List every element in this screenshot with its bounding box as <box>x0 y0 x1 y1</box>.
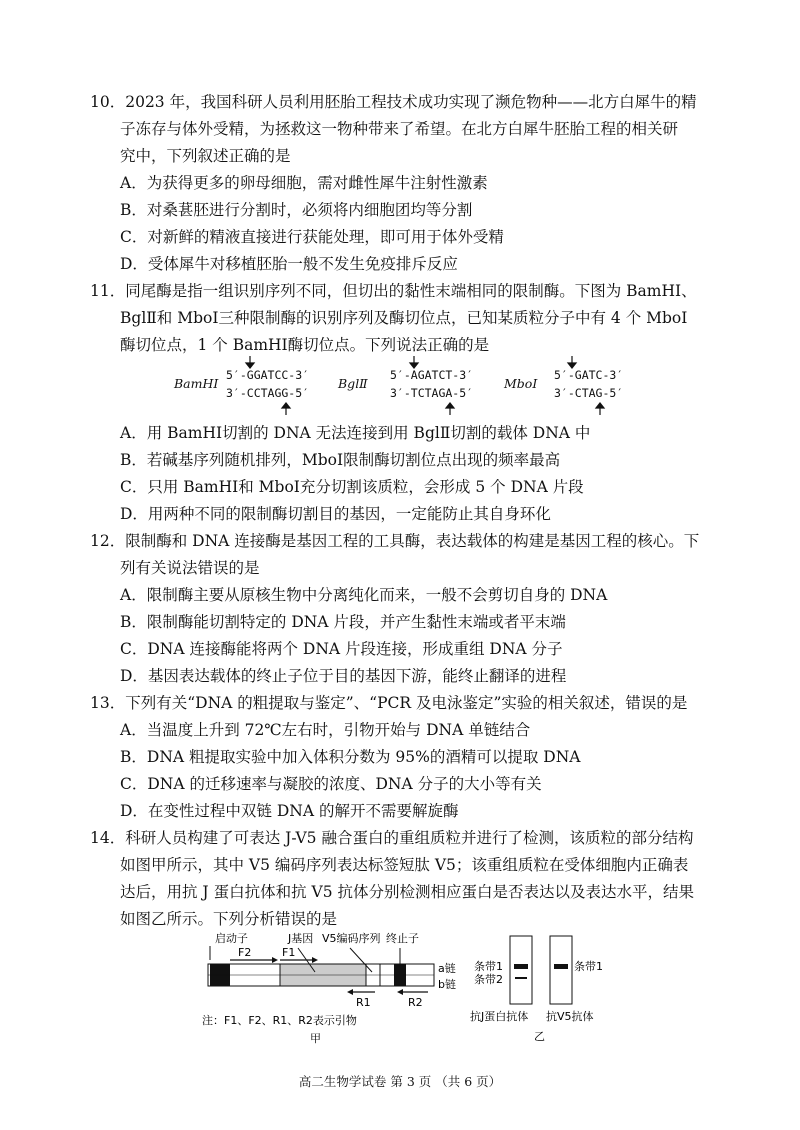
jgene-label: J基因 <box>288 932 314 945</box>
enzyme-bgl2-name: BglⅡ <box>338 376 368 391</box>
band1-label: 条带1 <box>474 960 503 973</box>
q12-option-a: A．限制酶主要从原核生物中分离纯化而来，一般不会剪切自身的 DNA <box>120 586 608 604</box>
lane-anti-j-label: 抗J蛋白抗体 <box>470 1010 529 1023</box>
band2-label: 条带2 <box>474 973 503 986</box>
q11-option-c: C．只用 BamHⅠ和 MboⅠ充分切割该质粒，会形成 5 个 DNA 片段 <box>120 478 584 496</box>
enzyme-bgl2-top: 5′-AGATCT-3′ <box>390 368 474 382</box>
lane-anti-j <box>510 936 532 1004</box>
q11-option-b: B．若碱基序列随机排列，MboⅠ限制酶切割位点出现的频率最高 <box>120 451 561 469</box>
q10-option-c: C．对新鲜的精液直接进行获能处理，即可用于体外受精 <box>120 228 504 246</box>
band1-right-label: 条带1 <box>574 960 603 973</box>
page-footer: 高二生物学试卷 第 3 页 （共 6 页） <box>298 1074 502 1089</box>
figure-yi-caption: 乙 <box>534 1030 545 1043</box>
band1-lane1 <box>514 964 528 969</box>
f1-label: F1 <box>282 946 296 959</box>
promoter-label: 启动子 <box>215 932 248 945</box>
q13-option-b: B．DNA 粗提取实验中加入体积分数为 95%的酒精可以提取 DNA <box>120 748 581 766</box>
q10-stem-line2: 子冻存与体外受精，为拯救这一物种带来了希望。在北方白犀牛胚胎工程的相关研 <box>120 120 679 138</box>
q10-option-a: A．为获得更多的卵母细胞，需对雌性犀牛注射性激素 <box>120 174 488 192</box>
q12-stem-line2: 列有关说法错误的是 <box>120 559 260 577</box>
band1-lane2 <box>554 964 568 969</box>
q11-stem-line1: 11．同尾酶是指一组识别序列不同，但切出的黏性末端相同的限制酶。下图为 BamHⅠ、 <box>90 282 697 300</box>
q10-option-b: B．对桑葚胚进行分割时，必须将内细胞团均等分割 <box>120 201 473 219</box>
q11-stem-line3: 酶切位点，1 个 BamHⅠ酶切位点。下列说法正确的是 <box>120 336 490 354</box>
q10-stem-line3: 究中，下列叙述正确的是 <box>120 147 291 165</box>
q14-stem-line3: 达后，用抗 J 蛋白抗体和抗 V5 抗体分别检测相应蛋白是否表达以及表达水平，结果 <box>120 883 694 901</box>
q12-stem-line1: 12．限制酶和 DNA 连接酶是基因工程的工具酶，表达载体的构建是基因工程的核心。下 <box>90 532 700 550</box>
q13-option-d: D．在变性过程中双链 DNA 的解开不需要解旋酶 <box>120 802 459 820</box>
b-chain-label: b链 <box>438 978 456 991</box>
figure-yi <box>470 926 620 1046</box>
figure-jia-caption: 甲 <box>310 1032 321 1045</box>
q13-option-a: A．当温度上升到 72℃左右时，引物开始与 DNA 单链结合 <box>120 721 531 739</box>
lane-anti-v5 <box>550 936 572 1004</box>
a-chain-label: a链 <box>438 962 456 975</box>
lane-anti-v5-label: 抗V5抗体 <box>546 1010 594 1023</box>
enzyme-bamh1-name: BamHⅠ <box>174 376 219 391</box>
q12-option-d: D．基因表达载体的终止子位于目的基因下游，能终止翻译的进程 <box>120 667 567 685</box>
figure-jia-note: 注：F1、F2、R1、R2表示引物 <box>202 1014 357 1027</box>
q13-option-c: C．DNA 的迁移速率与凝胶的浓度、DNA 分子的大小等有关 <box>120 775 542 793</box>
band2-lane1 <box>515 977 527 979</box>
enzyme-bamh1-top: 5′-GGATCC-3′ <box>226 368 310 382</box>
enzyme-mbo1-top: 5′-GATC-3′ <box>554 368 624 382</box>
v5-label: V5编码序列 <box>322 932 381 945</box>
r1-label: R1 <box>356 996 371 1009</box>
q13-stem-line1: 13．下列有关“DNA 的粗提取与鉴定”、“PCR 及电泳鉴定”实验的相关叙述，错误的是 <box>90 694 688 712</box>
q10-stem-line1: 10．2023 年，我国科研人员利用胚胎工程技术成功实现了濒危物种——北方白犀牛的精 <box>90 93 697 111</box>
q12-option-c: C．DNA 连接酶能将两个 DNA 片段连接，形成重组 DNA 分子 <box>120 640 563 658</box>
enzyme-bamh1-bottom: 3′-CCTAGG-5′ <box>226 386 310 400</box>
enzyme-mbo1-name: MboⅠ <box>504 376 538 391</box>
enzyme-bgl2-bottom: 3′-TCTAGA-5′ <box>390 386 474 400</box>
q14-stem-line4: 如图乙所示。下列分析错误的是 <box>120 910 338 928</box>
q10-option-d: D．受体犀牛对移植胚胎一般不发生免疫排斥反应 <box>120 255 458 273</box>
q14-stem-line2: 如图甲所示，其中 V5 编码序列表达标签短肽 V5；该重组质粒在受体细胞内正确表 <box>120 856 689 874</box>
q11-stem-line2: BglⅡ和 MboⅠ三种限制酶的识别序列及酶切位点，已知某质粒分子中有 4 个 MboⅠ <box>120 309 688 327</box>
enzyme-mbo1-bottom: 3′-CTAG-5′ <box>554 386 624 400</box>
cut-site-arrows <box>160 356 680 416</box>
q11-option-a: A．用 BamHⅠ切割的 DNA 无法连接到用 BglⅡ切割的载体 DNA 中 <box>120 424 591 442</box>
r2-label: R2 <box>408 996 423 1009</box>
enzyme-figure <box>160 356 680 416</box>
terminator-label: 终止子 <box>386 932 419 945</box>
q11-option-d: D．用两种不同的限制酶切割目的基因，一定能防止其自身环化 <box>120 505 551 523</box>
f2-label: F2 <box>238 946 252 959</box>
q14-stem-line1: 14．科研人员构建了可表达 J-V5 融合蛋白的重组质粒并进行了检测，该质粒的部分结构 <box>90 829 694 847</box>
q12-option-b: B．限制酶能切割特定的 DNA 片段，并产生黏性末端或者平末端 <box>120 613 566 631</box>
figure-jia <box>200 926 460 1046</box>
